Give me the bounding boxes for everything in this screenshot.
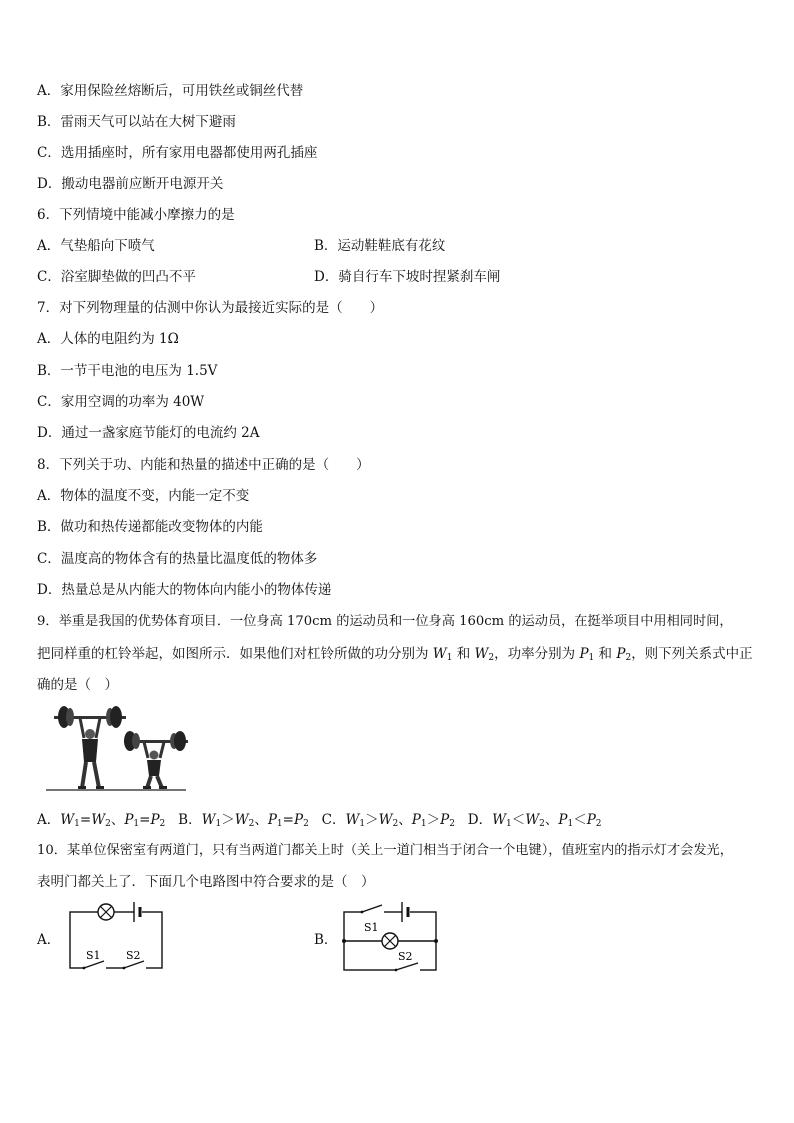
switch-s2-label: S2 [398,950,413,963]
q9-option-d: D．$W_1<W_2$、$P_1<P_2$ [467,812,602,829]
switch-s1-label: S1 [86,949,101,962]
switch-s1-label: S1 [364,921,379,934]
q8-stem: 8．下列关于功、内能和热量的描述中正确的是（ ） [37,457,370,473]
q6-stem: 6．下列情境中能减小摩擦力的是 [37,207,235,223]
q9-option-a: A．$W_1=W_2$、$P_1=P_2$ [37,812,166,829]
q6-option-d: D．骑自行车下坡时捏紧刹车闸 [314,269,501,285]
q8-option-a: A．物体的温度不变，内能一定不变 [37,488,250,504]
q10-option-b-label: B． [314,932,338,948]
circuit-a-diagram [62,898,172,978]
q7-option-d: D．通过一盏家庭节能灯的电流约 2A [37,425,260,441]
tall-lifter [54,706,126,789]
circuit-b-diagram [336,898,446,978]
q6-option-c: C．浴室脚垫做的凹凸不平 [37,269,196,285]
q9-options [37,811,602,829]
q5-option-a: A．家用保险丝熔断后，可用铁丝或铜丝代替 [37,83,304,99]
q8-option-c: C．温度高的物体含有的热量比温度低的物体多 [37,551,318,567]
q10-stem-line1: 10．某单位保密室有两道门，只有当两道门都关上时（关上一道门相当于闭合一个电键），值班室内的指示灯才会发光， [37,843,733,858]
q7-option-b: B．一节干电池的电压为 1.5V [37,363,218,379]
q8-option-d: D．热量总是从内能大的物体向内能小的物体传递 [37,582,332,598]
q7-option-c: C．家用空调的功率为 40W [37,394,205,410]
q5-option-c: C．选用插座时，所有家用电器都使用两孔插座 [37,145,318,161]
q6-option-b: B．运动鞋鞋底有花纹 [314,238,446,254]
q10-option-a-label: A． [37,932,61,948]
q9-option-b: B．$W_1>W_2$、$P_1=P_2$ [178,812,309,829]
short-lifter [124,731,188,789]
q5-option-b: B．雷雨天气可以站在大树下避雨 [37,114,236,130]
q10-stem-line2: 表明门都关上了．下面几个电路图中符合要求的是（ ） [37,874,375,890]
q6-option-a: A．气垫船向下喷气 [37,238,155,254]
q9-stem-line3: 确的是（ ） [37,677,118,693]
weightlifters-figure [44,706,188,796]
q7-option-a: A．人体的电阻约为 1Ω [37,331,179,347]
q5-option-d: D．搬动电器前应断开电源开关 [37,176,224,192]
switch-s2-label: S2 [126,949,141,962]
q9-stem-line1: 9．举重是我国的优势体育项目．一位身高 170cm 的运动员和一位身高 160cm 的运动员，在挺举项目中用相同时间， [37,614,733,629]
q8-option-b: B．做功和热传递都能改变物体的内能 [37,519,263,535]
q9-option-c: C．$W_1>W_2$、$P_1>P_2$ [321,812,455,829]
q7-stem: 7．对下列物理量的估测中你认为最接近实际的是（ ） [37,300,384,316]
q9-stem-line2: 把同样重的杠铃举起，如图所示．如果他们对杠铃所做的功分别为 $W_1$ 和 $W_2$，功率分别为 $P_1$ 和 $P_2$，则下列关系式中正 [37,646,753,663]
